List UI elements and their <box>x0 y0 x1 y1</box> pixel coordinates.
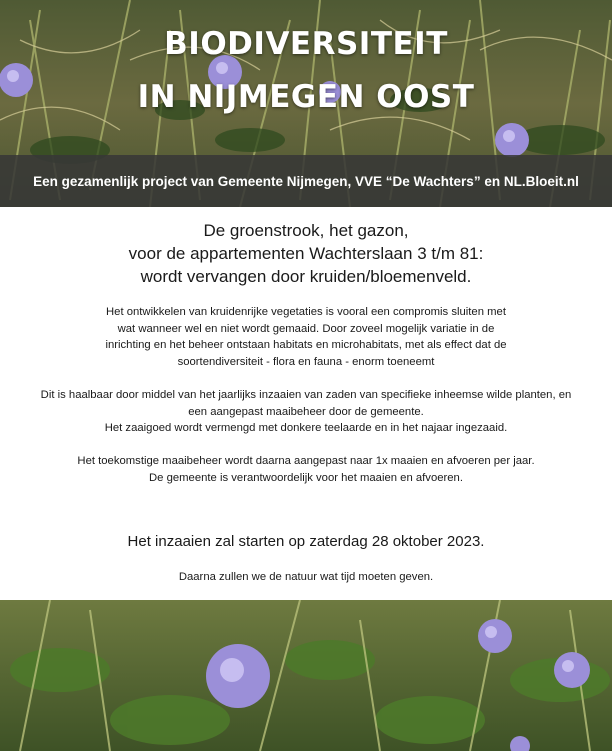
heading-line: De groenstrook, het gazon, <box>203 221 409 240</box>
paragraph-line: Dit is haalbaar door middel van het jaarlijks inzaaien van zaden van specifieke inheemse wilde planten, en <box>40 389 572 401</box>
page-title-line2: IN NIJMEGEN OOST <box>137 79 475 115</box>
project-banner <box>0 155 612 207</box>
header-photo <box>0 0 612 207</box>
paragraph-line: Het ontwikkelen van kruidenrijke vegetaties is vooral een compromis sluiten met <box>106 306 506 318</box>
closing-text: Daarna zullen we de natuur wat tijd moeten geven. <box>178 571 434 583</box>
main-content <box>0 207 612 600</box>
paragraph-seeding <box>0 387 612 437</box>
paragraph-line: Het zaaigoed wordt vermengd met donkere teelaarde en in het najaar ingezaaid. <box>104 422 508 434</box>
footer-photo <box>0 600 612 751</box>
paragraph-line: soortendiversiteit - flora en fauna - enorm toeneemt <box>177 355 435 368</box>
meadow-photo-bottom <box>0 600 612 751</box>
project-banner-text: Een gezamenlijk project van Gemeente Nijmegen, VVE “De Wachters” en NL.Bloeit.nl <box>33 173 579 189</box>
start-date-text: Het inzaaien zal starten op zaterdag 28 oktober 2023. <box>127 533 485 550</box>
page-title-line1: BIODIVERSITEIT <box>164 26 448 62</box>
paragraph-line: inrichting en het beheer ontstaan habitats en microhabitats, met als effect dat de <box>105 339 507 351</box>
paragraph-line: een aangepast maaibeheer door de gemeente. <box>188 405 424 418</box>
announcement-heading <box>0 219 612 288</box>
paragraph-line: wat wanneer wel en niet wordt gemaaid. Door zoveel mogelijk variatie in de <box>117 322 495 335</box>
paragraph-line: De gemeente is verantwoordelijk voor het maaien en afvoeren. <box>149 471 463 484</box>
paragraph-mowing <box>0 453 612 486</box>
paragraph-line: Het toekomstige maaibeheer wordt daarna aangepast naar 1x maaien en afvoeren per jaar. <box>77 455 535 467</box>
heading-line: voor de appartementen Wachterslaan 3 t/m 81: <box>128 244 484 263</box>
paragraph-vegetation <box>0 304 612 370</box>
heading-line: wordt vervangen door kruiden/bloemenveld. <box>140 267 472 286</box>
